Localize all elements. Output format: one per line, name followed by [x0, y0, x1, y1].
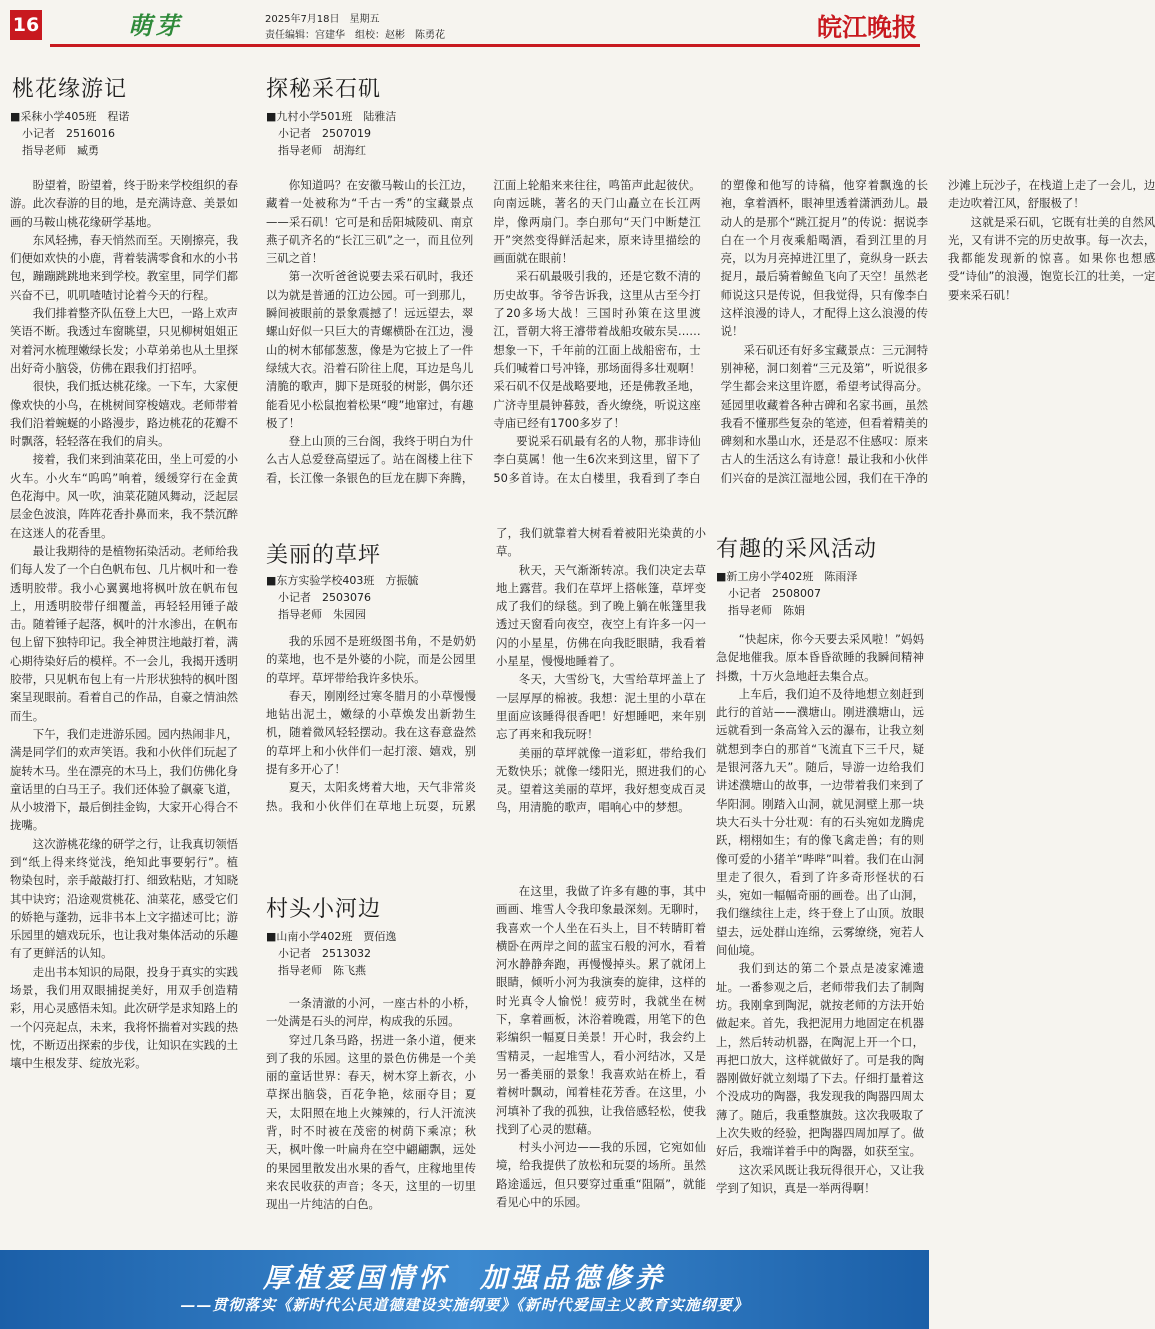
paragraph: 东风轻拂，春天悄然而至。天刚擦亮，我们便如欢快的小鹿，背着装满零食和水的小书包，蹦蹦跳跳地来到学校。教室里，同学们都兴奋不已，叽叽喳喳讨论着今天的行程。 [10, 232, 238, 302]
paragraph: 我们排着整齐队伍登上大巴，一路上欢声笑语不断。我透过车窗眺望，只见柳树姐姐正对着河水梳理嫩绿长发；小草弟弟也从土里探出好奇小脑袋，仿佛在跟我们打招呼。 [10, 306, 238, 375]
paragraph: 走出书本知识的局限，投身于真实的实践场景，我们用双眼捕捉美好，用双手创造精彩，用心灵感悟未知。此次研学是求知路上的一个闪亮起点，未来，我将怀揣着对实践的热忱，不断迈出探索的步伐，让知识在实践的土壤中生根发芽、绽放光彩。 [10, 964, 238, 1071]
footer-subtitle: ——贯彻落实《新时代公民道德建设实施纲要》《新时代爱国主义教育实施纲要》 [180, 1296, 749, 1314]
byline-line: 小记者 2516016 [22, 127, 115, 140]
title-spacer [266, 882, 476, 994]
title-spacer [266, 524, 476, 632]
byline-line: ■东方实验学校403班 方振毓 [266, 574, 419, 587]
paragraph: 盼望着，盼望着，终于盼来学校组织的春游。此次春游的目的地，是充满诗意、美景如画的马鞍山桃花缘研学基地。 [10, 178, 238, 229]
article-title-5: 有趣的采风活动 [716, 537, 878, 562]
paragraph: 一条清澈的小河，一座古朴的小桥，一处满是石头的河岸，构成我的乐园。 [266, 996, 476, 1029]
column-name: 萌芽 [128, 11, 182, 40]
paragraph: 美丽的草坪就像一道彩虹，带给我们无数快乐；就像一缕阳光，照进我们的心灵。望着这美丽的草坪，我好想变成百灵鸟，用清脆的歌声，唱响心中的梦想。 [496, 745, 706, 815]
newspaper-name: 皖江晚报 [816, 13, 917, 42]
article-title-2: 探秘采石矶 [266, 77, 382, 102]
paragraph: 采石矶还有好多宝藏景点：三元洞特别神秘，洞口刻着“三元及第”，听说很多学生都会来这里许愿，希望考试得高分。延园里收藏着各种古碑和名家书画，虽然我看不懂那些复杂的笔迹，但看着精美的碑刻和水墨山水，还是忍不住感叹：原来古人的生活这么有诗意！最让我和小伙伴们兴奋的是滨江湿地公园，我们在干净的沙滩上玩沙子，在栈道上走了一会儿，边走边吹着江风，舒服极了！ [720, 178, 1155, 485]
paragraph: 夏天，太阳炙烤着大地，天气非常炎热。我和小伙伴们在草地上玩耍，玩累了，我们就靠着大树看着被阳光染黄的小草。 [266, 526, 706, 813]
paragraph: 在这里，我做了许多有趣的事，其中画画、堆雪人令我印象最深刻。无聊时，我喜欢一个人坐在石头上，目不转睛盯着横卧在两岸之间的蓝宝石般的河水，看着河水静静奔跑，再慢慢掉头。累了就闭上眼睛，倾听小河为我演奏的旋律，这样的时光真令人愉悦！疲劳时，我就坐在树下，拿着画板，沐浴着晚霞，用笔下的色彩编织一幅夏日美景！开心时，我会约上雪精灵，一起堆雪人，看小河结冰，又是另一番美丽的景象！我喜欢站在桥上，看着树叶飘动，闻着桂花芳香。在这里，小河填补了我的孤独，让我倍感轻松，使我找到了心灵的慰藉。 [496, 884, 706, 1136]
paragraph: 春天，刚刚经过寒冬腊月的小草慢慢地钻出泥土，嫩绿的小草焕发出新勃生机，随着微风轻轻摆动。我在这春意盎然的草坪上和小伙伴们一起打滚、嬉戏，别提有多开心了！ [266, 688, 476, 777]
byline-line: 小记者 2513032 [278, 947, 371, 960]
paragraph: 我的乐园不是班级图书角，不是奶奶的菜地，也不是外婆的小院，而是公园里的草坪。草坪带给我许多快乐。 [266, 634, 476, 685]
paragraph: 上车后，我们迫不及待地想立刻赶到此行的首站——濮塘山。刚进濮塘山，远远就看到一条高耸入云的瀑布，让我立刻就想到李白的那首“飞流直下三千尺，疑是银河落九天”。随后，导游一边给我们讲述濮塘山的故事，一边带着我们来到了华阳洞。刚踏入山洞，就见洞壁上那一块块大石头十分壮观：有的石头宛如龙腾虎跃，栩栩如生；有的像飞禽走兽；有的则像可爱的小猪羊“哔哔”叫着。我们在山洞里走了很久，看到了许多奇形怪状的石头，宛如一幅幅奇丽的画卷。出了山洞，我们继续往上走，终于登上了山顶。放眼望去，远处群山连绵，云雾缭绕，宛若人间仙境。 [716, 686, 924, 958]
article-byline-1 [10, 108, 129, 159]
paragraph: 接着，我们来到油菜花田，坐上可爱的小火车。小火车“呜呜”响着，缓缓穿行在金黄色花海中。风一吹，油菜花随风舞动，泛起层层金色波浪，阵阵花香扑鼻而来，我不禁沉醉在这迷人的花香里。 [10, 452, 238, 540]
paragraph: “快起床，你今天要去采风啦！”妈妈急促地催我。原本昏昏欲睡的我瞬间精神抖擞，十万火急地赶去集合点。 [716, 632, 924, 683]
article-title-3: 美丽的草坪 [266, 543, 382, 568]
header-rule [50, 44, 920, 47]
byline-line: 小记者 2507019 [278, 127, 371, 140]
issue-date: 2025年7月18日 星期五 [265, 14, 380, 25]
article-body-3 [266, 524, 706, 870]
byline-line: ■九村小学501班 陆雅洁 [266, 110, 397, 123]
paragraph: 秋天，天气渐渐转凉。我们决定去草地上露营。我们在草坪上搭帐篷，草坪变成了我们的绿毯。到了晚上躺在帐篷里我透过天窗看向夜空，夜空上有许多一闪一闪的小星星，仿佛在向我眨眼睛，我看着小星星，慢慢地睡着了。 [496, 562, 706, 669]
paragraph: 采石矶最吸引我的，还是它数不清的历史故事。爷爷告诉我，这里从古至今打了20多场大战！三国时孙策在这里渡江，晋朝大将王濬带着战船攻破东吴……想象一下，千年前的江面上战船密布，士兵们喊着口号冲锋，那场面得多壮观啊！采石矶不仅是战略要地，还是佛教圣地，广济寺里晨钟暮鼓，香火缭绕，听说这座寺庙已经有1700多岁了！ [493, 269, 701, 430]
paragraph: 这次采风既让我玩得很开心，又让我学到了知识，真是一举两得啊！ [716, 1162, 924, 1195]
page-number: 16 [10, 10, 42, 40]
paragraph: 第一次听爸爸说要去采石矶时，我还以为就是普通的江边公园。可一到那儿，瞬间被眼前的景象震撼了！远远望去，翠螺山好似一只巨大的青螺横卧在江边，漫山的树木郁郁葱葱，像是为它披上了一件绿绒大衣。沿着石阶往上爬，耳边是鸟儿清脆的歌声，脚下是斑驳的树影，偶尔还能看见小松鼠抱着松果“嗖”地窜过，有趣极了！ [266, 269, 474, 430]
paragraph: 下午，我们走进游乐园。园内热闹非凡，满是同学们的欢声笑语。我和小伙伴们玩起了旋转木马。坐在漂亮的木马上，我们仿佛化身童话里的白马王子。我们还体验了飙豪飞道，从小坡滑下，最后倒挂金钩，大家开心得合不拢嘴。 [10, 726, 238, 833]
article-title-1: 桃花缘游记 [12, 77, 128, 102]
paragraph: 我们到达的第二个景点是凌家滩遗址。一番参观之后，老师带我们去了制陶坊。我刚拿到陶泥，就按老师的方法开始做起来。首先，我把泥用力地固定在机器上，然后转动机器，在陶泥上开一个口，再把口放大，这样就做好了。可是我的陶器刚做好就立刻塌了下去。仔细打量着这个没成功的陶器，我发现我的陶器四周太薄了。随后，我重整旗鼓。这次我吸取了上次失败的经验，把陶器四周加厚了。做好后，我端详着手中的陶器，如获至宝。 [716, 961, 924, 1159]
byline-line: ■山南小学402班 贾佰逸 [266, 930, 397, 943]
article-title-4: 村头小河边 [266, 897, 382, 922]
paragraph: 这次游桃花缘的研学之行，让我真切领悟到“纸上得来终觉浅，绝知此事要躬行”。植物染包时，亲手敲敲打打、细致粘贴，才知晓其中诀窍；沿途观赏桃花、油菜花，感受它们的娇艳与蓬勃，远非书本上文字描述可比；游乐园里的嬉戏玩乐，也让我对集体活动的乐趣有了更鲜活的认知。 [10, 836, 238, 961]
paragraph: 很快，我们抵达桃花缘。一下车，大家便像欢快的小鸟，在桃树间穿梭嬉戏。老师带着我们沿着蜿蜒的小路漫步，路边桃花的花瓣不时飘落，轻轻落在我们的肩头。 [10, 379, 238, 449]
paragraph: 村头小河边——我的乐园，它宛如仙境，给我提供了放松和玩耍的场所。虽然路途遥远，但只要穿过重重“阻隔”，就能看见心中的乐园。 [496, 1140, 706, 1210]
paragraph: 最让我期待的是植物拓染活动。老师给我们每人发了一个白色帆布包、几片枫叶和一卷透明胶带。我小心翼翼地将枫叶放在帆布包上，用透明胶带仔细覆盖，再轻轻用锤子敲击。随着锤子起落，枫叶的汁水渗出，在帆布包上留下独特印记。我全神贯注地敲打着，满心期待染好后的模样。不一会儿，我揭开透明胶带，只见帆布包上有一片形状独特的枫叶图案呈现眼前。看着自己的作品，自豪之情油然而生。 [10, 543, 238, 723]
byline-line: 指导老师 陈娟 [728, 604, 805, 617]
byline-line: 指导老师 臧勇 [22, 144, 99, 157]
byline-line: 小记者 2503076 [278, 591, 371, 604]
paragraph: 穿过几条马路，拐进一条小道，便来到了我的乐园。这里的景色仿佛是一个美丽的童话世界：春天，树木穿上新衣，小草探出脑袋，百花争艳，炫丽夺目；夏天，太阳照在地上火辣辣的，行人汗流浃背，时不时被在茂密的树荫下乘凉；秋天，枫叶像一叶扁舟在空中翩翩飘，远处的果园里散发出水果的香气，庄稼地里传来农民收获的声音；冬天，这里的一切里现出一片纯洁的白色。 [266, 1032, 476, 1212]
footer-slogan: 厚植爱国情怀 加强品德修养 [263, 1263, 666, 1294]
byline-line: ■采秣小学405班 程诺 [10, 110, 130, 123]
article-byline-2 [266, 108, 396, 159]
article-body-1 [10, 176, 238, 1242]
article-body-2 [266, 176, 1155, 498]
page-header [0, 0, 929, 54]
editor-credits: 责任编辑：宫建华 组校：赵彬 陈勇花 [265, 30, 445, 41]
article-body-5 [716, 630, 924, 1242]
paragraph: 你知道吗？在安徽马鞍山的长江边，藏着一处被称为“千古一秀”的宝藏景点——采石矶！它可是和岳阳城陵矶、南京燕子矶齐名的“长江三矶”之一，而且位列三矶之首！ [266, 178, 474, 266]
paragraph: 冬天，大雪纷飞，大雪给草坪盖上了一层厚厚的棉被。我想：泥土里的小草在里面应该睡得很香吧！好想睡吧，来年别忘了再来和我玩呀！ [496, 672, 706, 742]
byline-line: ■新工房小学402班 陈雨泽 [716, 570, 858, 583]
byline-line: 小记者 2508007 [728, 587, 821, 600]
article-byline-5 [716, 568, 857, 619]
footer-banner [0, 1250, 929, 1329]
byline-line: 指导老师 陈飞燕 [278, 964, 366, 977]
byline-line: 指导老师 胡海红 [278, 144, 366, 157]
paragraph: 要说采石矶最有名的人物，那非诗仙李白莫属！他一生6次来到这里，留下了50多首诗。在太白楼里，我看到了李白的塑像和他写的诗稿，他穿着飘逸的长袍，拿着酒杯，眼神里透着潇洒劲儿。最动人的是那个“跳江捉月”的传说：据说李白在一个月夜乘船喝酒，看到江里的月亮，以为月亮掉进江里了，竟纵身一跃去捉月，最后骑着鲸鱼飞向了天空！虽然老师说这只是传说，但我觉得，只有像李白这样浪漫的诗人，才配得上这么浪漫的传说！ [493, 178, 928, 485]
article-body-4 [266, 882, 706, 1244]
byline-line: 指导老师 朱园园 [278, 608, 366, 621]
paragraph: 这就是采石矶，它既有壮美的自然风光，又有讲不完的历史故事。每一次去，我都能发现新的惊喜。如果你也想感受“诗仙”的浪漫，饱览长江的壮美，一定要来采石矶！ [947, 214, 1155, 302]
paragraph: 登上山顶的三台阁，我终于明白为什么古人总爱登高望远了。站在阁楼上往下看，长江像一条银色的巨龙在脚下奔腾，江面上轮船来来往往，鸣笛声此起彼伏。向南远眺，著名的天门山矗立在长江两岸，像两扇门。李白那句“天门中断楚江开”突然变得鲜活起来，原来诗里描绘的画面就在眼前！ [266, 178, 701, 485]
